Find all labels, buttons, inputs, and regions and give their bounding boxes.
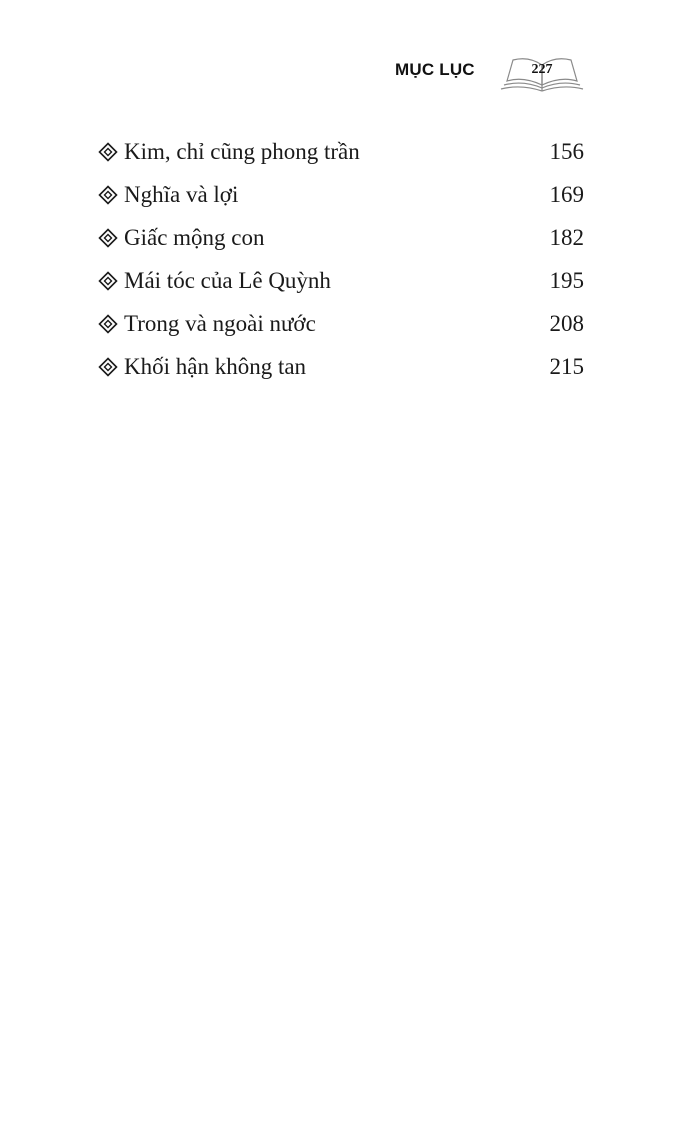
toc-entry-title: Mái tóc của Lê Quỳnh	[124, 268, 331, 293]
toc-entry	[98, 302, 584, 345]
page-number: 227	[531, 62, 553, 77]
toc-entry-page: 195	[549, 268, 584, 293]
toc-entry-title: Khối hận không tan	[124, 354, 307, 379]
toc-entry-page: 169	[549, 182, 584, 207]
section-title: MỤC LỤC	[395, 60, 475, 79]
running-header	[0, 54, 680, 98]
toc-entry-page: 208	[549, 311, 584, 336]
toc-entry-title: Nghĩa và lợi	[124, 182, 239, 207]
toc-entry	[98, 345, 584, 388]
toc-entry-page: 182	[549, 225, 584, 250]
diamond-bullet-icon	[98, 271, 118, 291]
toc-entry-title: Giấc mộng con	[124, 225, 265, 250]
diamond-bullet-icon	[98, 228, 118, 248]
toc-entry-title: Trong và ngoài nước	[124, 311, 316, 336]
table-of-contents	[98, 130, 584, 388]
toc-entry	[98, 216, 584, 259]
diamond-bullet-icon	[98, 314, 118, 334]
toc-entry	[98, 130, 584, 173]
toc-entry-page: 215	[549, 354, 584, 379]
toc-entry-page: 156	[549, 139, 584, 164]
diamond-bullet-icon	[98, 185, 118, 205]
diamond-bullet-icon	[98, 142, 118, 162]
toc-entry	[98, 173, 584, 216]
toc-entry-title: Kim, chỉ cũng phong trần	[124, 139, 360, 164]
diamond-bullet-icon	[98, 357, 118, 377]
toc-entry	[98, 259, 584, 302]
